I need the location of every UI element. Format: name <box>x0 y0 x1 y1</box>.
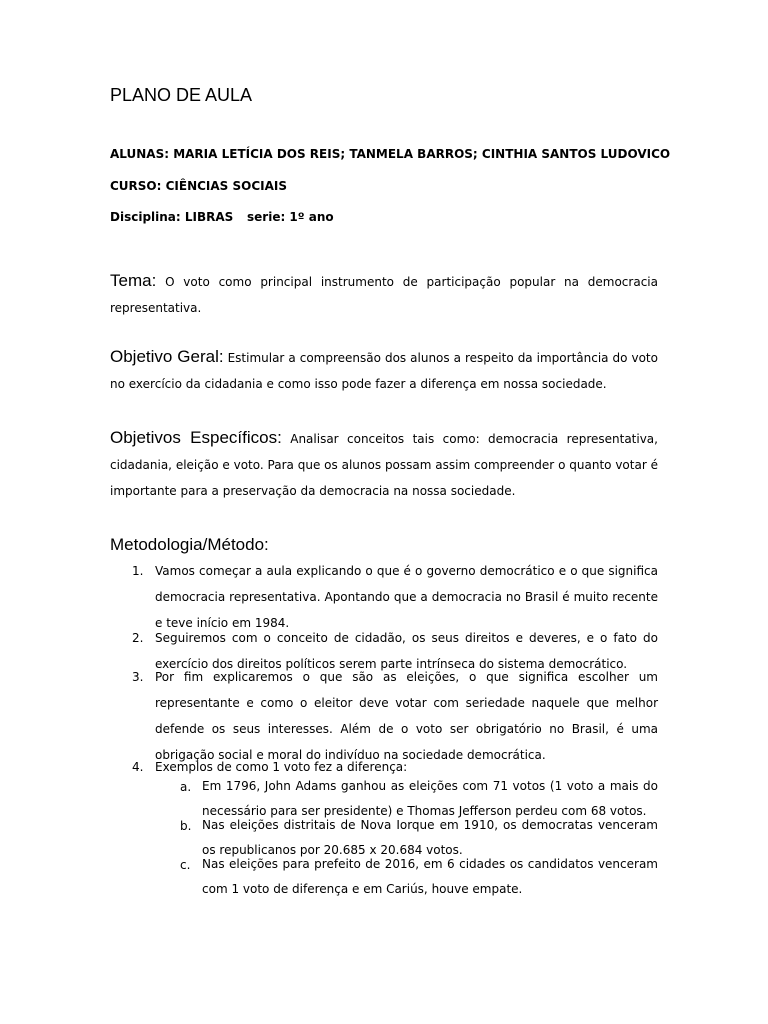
students-line: ALUNAS: MARIA LETÍCIA DOS REIS; TANMELA BARROS; CINTHIA SANTOS LUDOVICO <box>110 147 671 161</box>
list-item: Vamos começar a aula explicando o que é o governo democrático e o que significa democracia representativa. Apontando que a democracia no Brasil é muito recente e teve início em 1984. <box>155 564 658 630</box>
list-number: 1. <box>132 564 144 578</box>
grade-line: serie: 1º ano <box>247 210 334 224</box>
list-item: Exemplos de como 1 voto fez a diferença: <box>155 760 408 774</box>
list-item: Por fim explicaremos o que são as eleições, o que significa escolher um representante e como o eleitor deve votar com seriedade naquele que melhor defende os seus interesses. Além de o voto ser obrigatório no Brasil, é uma obrigação social e moral do indivíduo na sociedade democrática. <box>155 670 658 762</box>
sublist-item: Em 1796, John Adams ganhou as eleições com 71 votos (1 voto a mais do necessário para ser presidente) e Thomas Jefferson perdeu com 68 votos. <box>202 779 658 818</box>
course-line: CURSO: CIÊNCIAS SOCIAIS <box>110 179 288 193</box>
list-number: 3. <box>132 670 144 684</box>
list-number: 2. <box>132 631 144 645</box>
sublist-item: Nas eleições distritais de Nova Iorque em 1910, os democratas venceram os republicanos por 20.685 x 20.684 votos. <box>202 818 658 857</box>
sublist-letter: a. <box>180 780 192 794</box>
objetivo-geral-section <box>110 344 658 397</box>
list-item: Seguiremos com o conceito de cidadão, os seus direitos e deveres, e o fato do exercício dos direitos políticos serem parte intrínseca do sistema democrático. <box>155 631 658 671</box>
objetivos-especificos-label: Objetivos Específicos: <box>110 428 282 447</box>
objetivos-especificos-text: Analisar conceitos tais como: democracia representativa, cidadania, eleição e voto. Para que os alunos possam assim compreender o quanto votar é importante para a preservação da democracia na nossa sociedade. <box>110 432 658 498</box>
list-number: 4. <box>132 760 144 774</box>
discipline-line: Disciplina: LIBRAS <box>110 210 234 224</box>
tema-label: Tema: <box>110 271 157 290</box>
objetivos-especificos-section <box>110 425 658 504</box>
sublist-letter: b. <box>180 819 192 833</box>
page-title: PLANO DE AULA <box>110 85 253 105</box>
sublist-letter: c. <box>180 858 191 872</box>
metodologia-heading: Metodologia/Método: <box>110 535 269 554</box>
objetivo-geral-text: Estimular a compreensão dos alunos a respeito da importância do voto no exercício da cidadania e como isso pode fazer a diferença em nossa sociedade. <box>110 351 658 391</box>
tema-section <box>110 268 658 321</box>
sublist-item: Nas eleições para prefeito de 2016, em 6 cidades os candidatos venceram com 1 voto de diferença e em Cariús, houve empate. <box>202 857 658 896</box>
objetivo-geral-label: Objetivo Geral: <box>110 347 224 366</box>
tema-text: O voto como principal instrumento de participação popular na democracia representativa. <box>110 275 658 315</box>
